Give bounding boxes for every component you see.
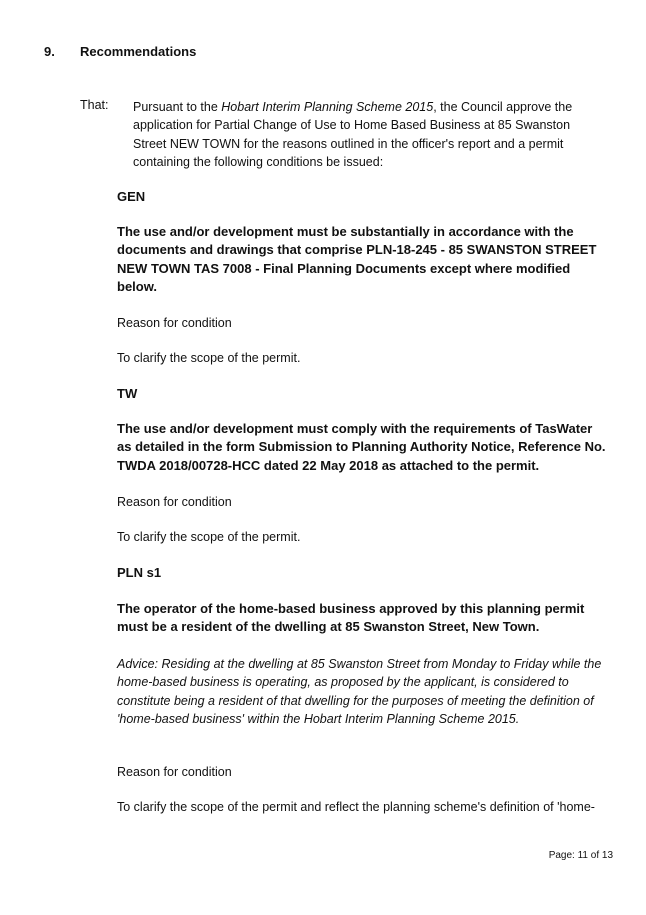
intro-before: Pursuant to the <box>133 100 222 114</box>
section-number: 9. <box>44 44 55 59</box>
condition-code-tw: TW <box>117 386 138 401</box>
reason-text-gen: To clarify the scope of the permit. <box>117 351 301 365</box>
reason-label-pln-s1: Reason for condition <box>117 765 232 779</box>
condition-code-pln-s1: PLN s1 <box>117 565 162 580</box>
advice-text-pln-s1: Advice: Residing at the dwelling at 85 Swanston Street from Monday to Friday while the home-based business is operating, as proposed by the applicant, is considered to constitute being a resident of that dwelling for the purposes of meeting the definition of 'home-based business' within the Hobart Interim Planning Scheme 2015. <box>117 657 602 726</box>
condition-text-pln-s1: The operator of the home-based business approved by this planning permit must be a resident of the dwelling at 85 Swanston Street, New Town. <box>117 601 585 635</box>
planning-scheme-name: Hobart Interim Planning Scheme 2015 <box>221 100 434 114</box>
condition-text-tw: The use and/or development must comply with the requirements of TasWater as detailed in the form Submission to Planning Authority Notice, Reference No. TWDA 2018/00728-HCC dated 22 May 2018 as attached to the permit. <box>117 421 606 473</box>
reason-text-tw: To clarify the scope of the permit. <box>117 530 301 544</box>
that-label: That: <box>80 98 109 112</box>
intro-paragraph <box>133 98 603 171</box>
reason-label-gen: Reason for condition <box>117 316 232 330</box>
section-title: Recommendations <box>80 44 197 59</box>
intro-after: , the Council approve the application for Partial Change of Use to Home Based Business at 85 Swanston Street NEW TOWN for the reasons outlined in the officer's report and a permit containing the following conditions be issued: <box>133 100 573 169</box>
reason-text-pln-s1: To clarify the scope of the permit and reflect the planning scheme's definition of 'home- <box>117 800 595 814</box>
condition-code-gen: GEN <box>117 189 146 204</box>
page-number: Page: 11 of 13 <box>548 850 613 861</box>
condition-text-gen: The use and/or development must be substantially in accordance with the documents and drawings that comprise PLN-18-245 - 85 SWANSTON STREET NEW TOWN TAS 7008 - Final Planning Documents except where modified below. <box>117 224 597 294</box>
reason-label-tw: Reason for condition <box>117 495 232 509</box>
